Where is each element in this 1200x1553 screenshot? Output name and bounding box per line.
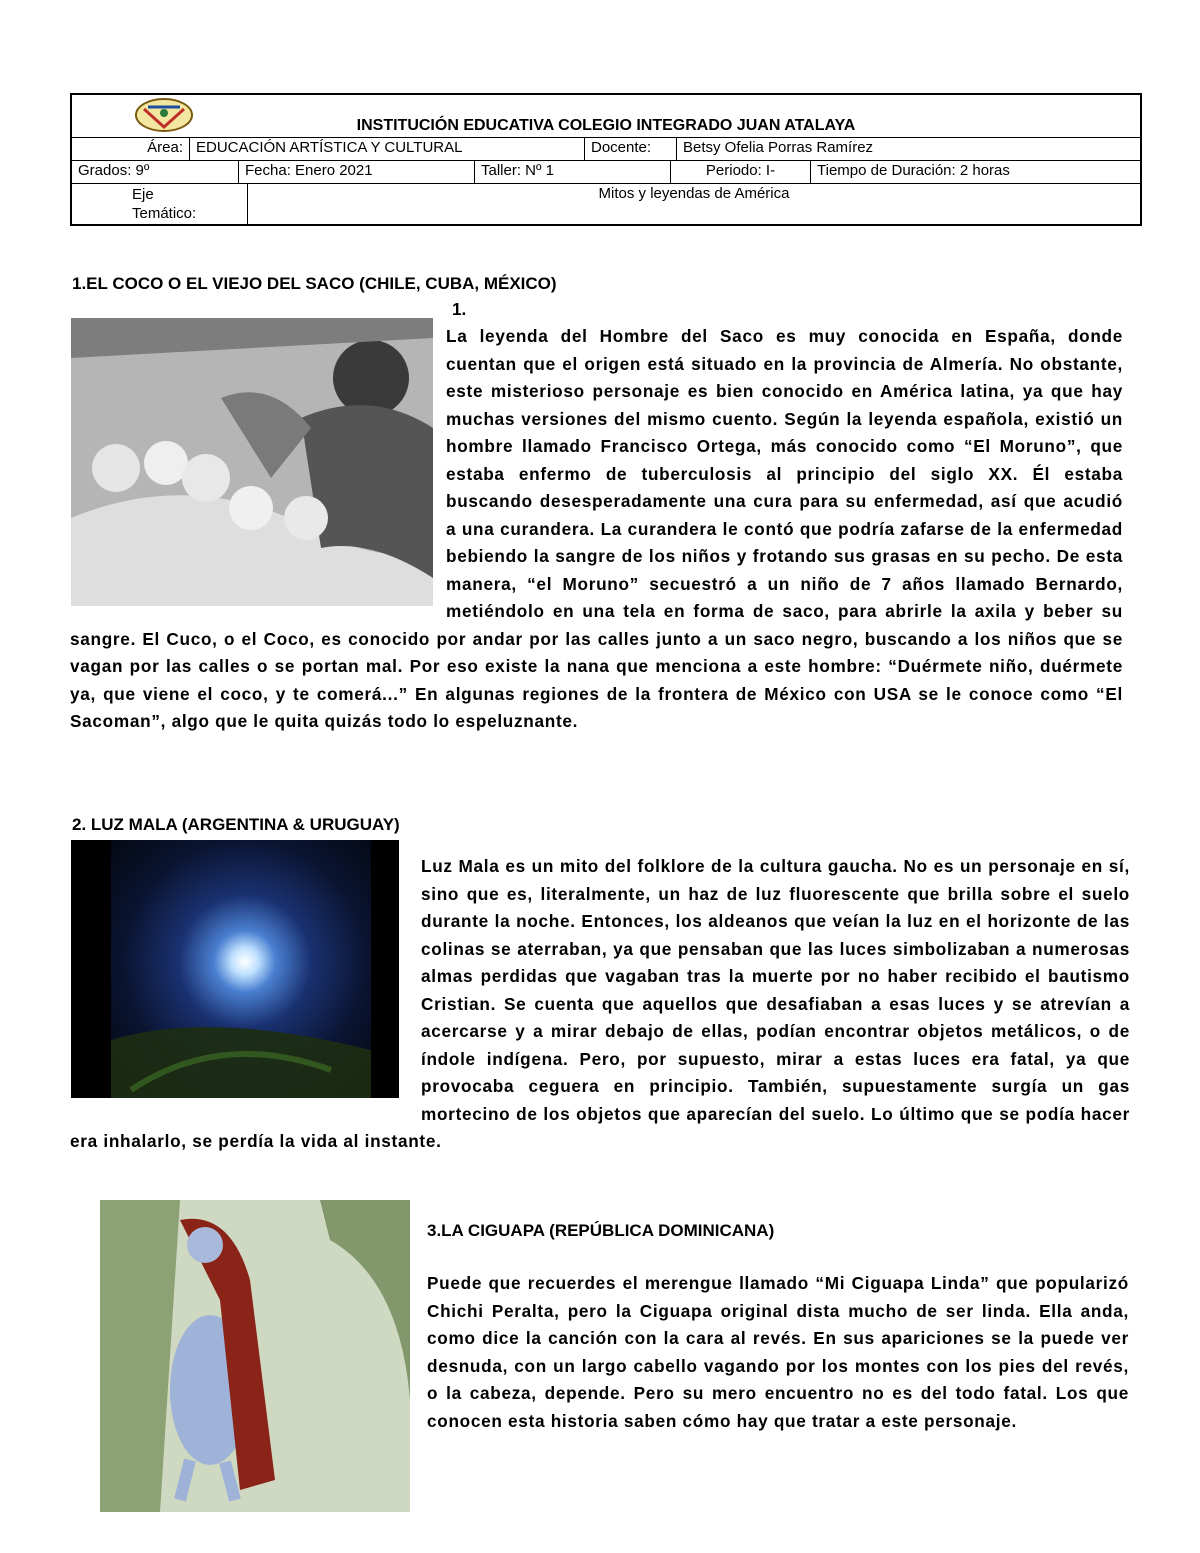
header-institution-row: [72, 95, 1140, 137]
eje-value: Mitos y leyendas de América: [247, 184, 1140, 224]
section2-float-spacer: [70, 853, 421, 1101]
grados-cell: Grados: 9º: [78, 162, 150, 179]
section2-title: 2. LUZ MALA (ARGENTINA & URUGUAY): [72, 815, 400, 834]
eje-label-line1: Eje: [132, 186, 154, 203]
eje-label: [72, 184, 247, 224]
area-value: EDUCACIÓN ARTÍSTICA Y CULTURAL: [189, 138, 584, 160]
ciguapa-figure: [100, 1200, 410, 1512]
tiempo-cell: Tiempo de Duración: 2 horas: [810, 161, 1140, 183]
section1-text: La leyenda del Hombre del Saco es muy conocida en España, donde cuentan que el origen está situado en la provincia de Almería. No obstante, este misterioso personaje es bien conocido en América latina, ya que hay muchas versiones del mismo cuento. Según la leyenda española, existió un hombre llamado Francisco Ortega, más conocido como “El Moruno”, que estaba enfermo de tuberculosis al principio del siglo XX. Él estaba buscando desesperadamente una cura para su enfermedad, así que acudió a una curandera. La curandera le contó que podría zafarse de la enfermedad bebiendo la sangre de los niños y frotando sus grasas en su pecho. De esta manera, “el Moruno” secuestró a un niño de 7 años llamado Bernardo, metiéndolo en una tela en forma de saco, para abrirle la axila y beber su sangre. El Cuco, o el Coco, es conocido por andar por las calles junto a un saco negro, buscando a los niños que se vagan por las calles o se portan mal. Por eso existe la nana que menciona a este hombre: “Duérmete niño, duérmete ya, que viene el coco, y te comerá...” En algunas regiones de la frontera de México con USA se le conoce como “El Sacoman”, algo que le quita quizás todo lo espeluznante.: [70, 326, 1123, 731]
section1-text-block: [70, 323, 1123, 736]
institution-name: INSTITUCIÓN EDUCATIVA COLEGIO INTEGRADO JUAN ATALAYA: [356, 117, 856, 134]
docente-value: Betsy Ofelia Porras Ramírez: [676, 138, 1140, 160]
periodo-cell: Periodo: I-: [670, 161, 810, 183]
section1-float-spacer: [70, 323, 446, 613]
taller-cell: Taller: Nº 1: [474, 161, 670, 183]
section3-title: 3.LA CIGUAPA (REPÚBLICA DOMINICANA): [427, 1221, 775, 1240]
section2-text: Luz Mala es un mito del folklore de la cultura gaucha. No es un personaje en sí, sino que es, literalmente, un haz de luz fluorescente que brilla sobre el suelo durante la noche. Entonces, los aldeanos que veían la luz en el horizonte de las colinas se aterraban, ya que pensaban que las luces simbolizaban a numerosas almas perdidas que vagaban tras la muerte por no haber recibido el bautismo Cristian. Se cuenta que aquellos que desafiaban a esas luces y se atrevían a acercarse y a mirar debajo de ellas, podían encontrar objetos metálicos, o de índole indígena. Pero, por supuesto, mirar a estas luces era fatal, ya que provocaba ceguera en principio. También, supuestamente surgía un gas mortecino de los objetos que aparecían del suelo. Lo último que se podía hacer era inhalarlo, se perdía la vida al instante.: [70, 856, 1130, 1151]
section2-text-block: [70, 853, 1130, 1156]
eje-label-line2: Temático:: [132, 205, 197, 222]
docente-label: Docente:: [584, 138, 676, 160]
ciguapa-image: [100, 1200, 410, 1512]
header-area-row: [72, 137, 1140, 160]
header-eje-row: [72, 183, 1140, 224]
fecha-cell: Fecha: Enero 2021: [238, 161, 474, 183]
section3-text: Puede que recuerdes el merengue llamado “Mi Ciguapa Linda” que popularizó Chichi Peralta, pero la Ciguapa original dista mucho de ser linda. Ella anda, como dice la canción con la cara al revés. En sus apariciones se la puede ver desnuda, con un largo cabello vagando por los montes con los pies del revés, o la cabeza, depende. Pero su mero encuentro no es del todo fatal. Los que conocen esta historia saben cómo hay que tratar a este personaje.: [427, 1273, 1129, 1431]
area-label: Área:: [147, 139, 183, 156]
section3-text-block: [427, 1270, 1129, 1435]
section1-number: 1.: [452, 299, 467, 319]
header-info-row: [72, 160, 1140, 183]
header-table: [70, 93, 1142, 226]
section1-title: 1.EL COCO O EL VIEJO DEL SACO (CHILE, CUBA, MÉXICO): [72, 274, 557, 293]
